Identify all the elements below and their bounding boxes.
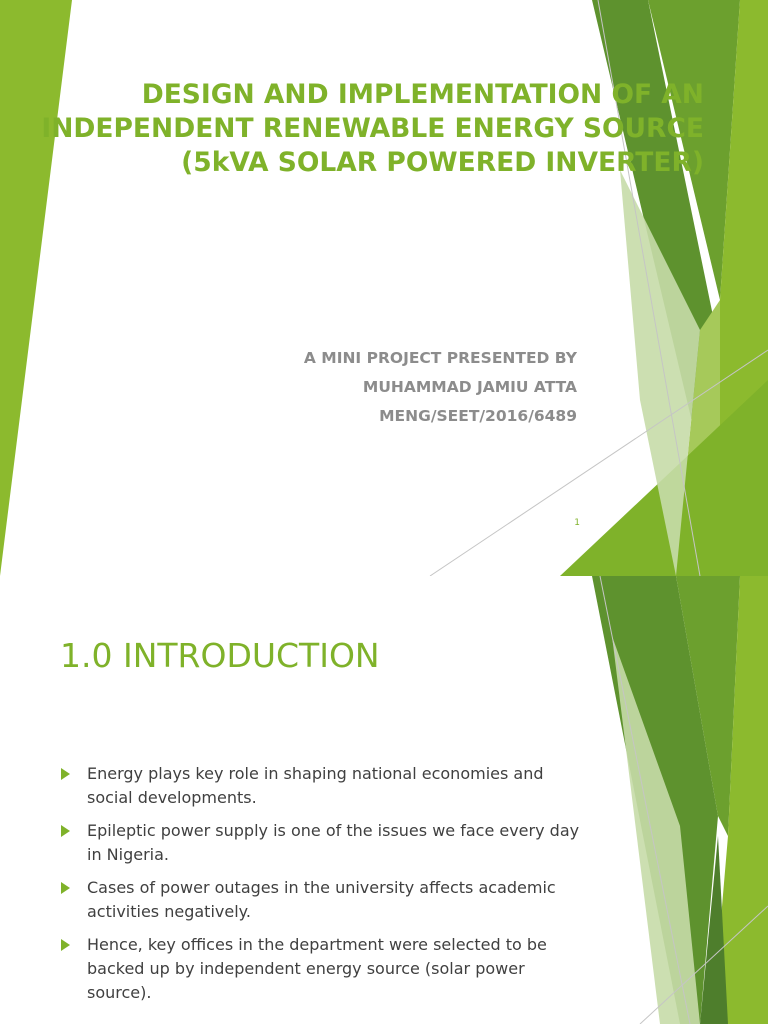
bullet-text: Energy plays key role in shaping national economies and social developments. [87, 764, 544, 807]
bullet-item [60, 933, 580, 1005]
bullet-item [60, 762, 580, 810]
triangle-bullet-icon [61, 825, 70, 837]
slide-title-line: DESIGN AND IMPLEMENTATION OF AN [141, 79, 704, 110]
page-number: 1 [574, 518, 580, 528]
section-title: 1.0 INTRODUCTION [60, 636, 380, 675]
slide-subtitle [200, 344, 577, 431]
slide-title [20, 78, 704, 180]
triangle-bullet-icon [61, 768, 70, 780]
bullet-text: Epileptic power supply is one of the issues we face every day in Nigeria. [87, 821, 580, 864]
slide-title-line: INDEPENDENT RENEWABLE ENERGY SOURCE [41, 113, 704, 144]
triangle-bullet-icon [61, 939, 70, 951]
subtitle-line: MUHAMMAD JAMIU ATTA [362, 378, 577, 396]
bullet-item [60, 876, 580, 924]
bullet-text: Cases of power outages in the university affects academic activities negatively. [87, 878, 556, 921]
subtitle-line: MENG/SEET/2016/6489 [379, 407, 577, 425]
triangle-bullet-icon [61, 882, 70, 894]
bullet-list [60, 762, 580, 1014]
slide-title-line: (5kVA SOLAR POWERED INVERTER) [181, 147, 704, 178]
bullet-text: Hence, key offices in the department were selected to be backed up by independent energy source (solar power source). [87, 935, 547, 1002]
bullet-item [60, 819, 580, 867]
subtitle-line: A MINI PROJECT PRESENTED BY [303, 349, 577, 367]
